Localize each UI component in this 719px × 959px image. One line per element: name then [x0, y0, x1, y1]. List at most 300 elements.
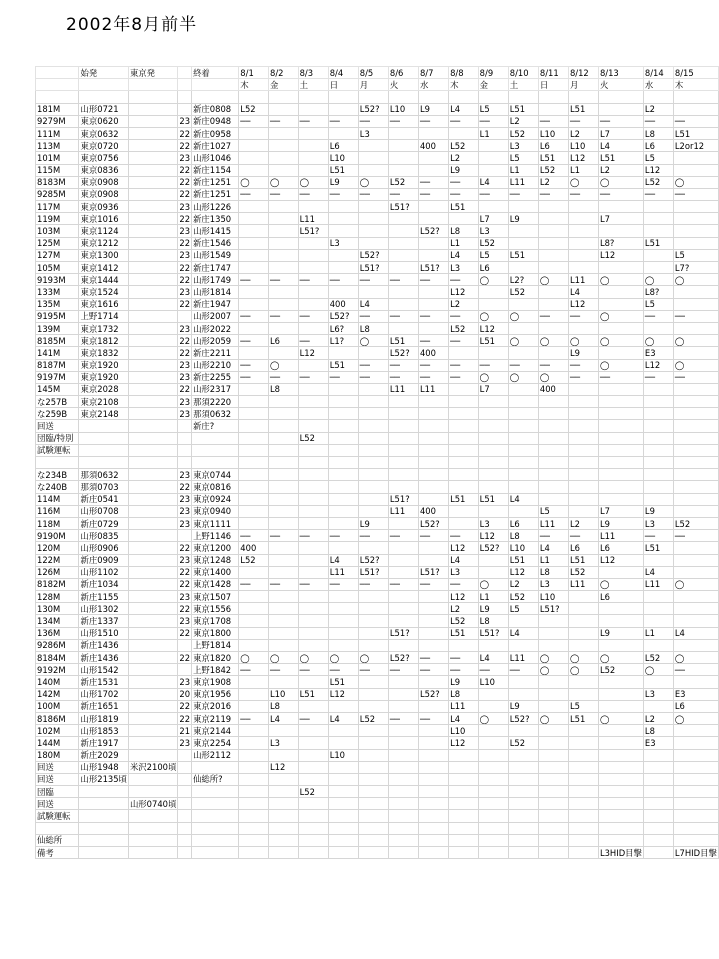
cell-tokyo-dep [128, 457, 177, 469]
cell-tokyo-dep [128, 176, 177, 188]
cell-day [328, 396, 358, 408]
cell-day: ── [298, 335, 328, 347]
cell-train: 103M [36, 225, 79, 237]
table-row [36, 164, 719, 176]
header-date: 8/9 [478, 67, 508, 79]
cell-day [598, 773, 643, 785]
cell-platform: 23 [179, 591, 191, 602]
cell-day: L51 [298, 688, 328, 700]
cell-day: ── [358, 664, 388, 676]
cell-day [568, 469, 598, 481]
header-label [178, 67, 192, 79]
table-row [36, 664, 719, 676]
cell-day [643, 810, 673, 822]
cell-day [388, 262, 418, 274]
cell-day: ◯ [328, 652, 358, 664]
cell-day: L5 [643, 298, 673, 310]
cell-day: ── [643, 310, 673, 322]
cell-day [239, 164, 269, 176]
cell-day: L52? [358, 554, 388, 566]
cell-destination: 東京0744 [192, 469, 239, 481]
cell-platform [178, 432, 192, 444]
table-row [36, 542, 719, 554]
cell-day [418, 737, 448, 749]
cell-day [298, 469, 328, 481]
cell-day: L7? [673, 262, 718, 274]
cell-day [643, 676, 673, 688]
cell-day: L52 [449, 140, 479, 152]
cell-tokyo-dep [128, 652, 177, 664]
header-weekday: 月 [568, 79, 598, 91]
cell-day [298, 359, 328, 371]
cell-day: L52 [449, 322, 479, 334]
cell-train: 団臨 [36, 786, 79, 798]
cell-day [568, 493, 598, 505]
cell-day: L12 [478, 322, 508, 334]
cell-day [508, 469, 538, 481]
cell-day [643, 201, 673, 213]
cell-day: ◯ [538, 652, 568, 664]
cell-day [418, 725, 448, 737]
cell-day: L12 [508, 566, 538, 578]
table-row [36, 286, 719, 298]
cell-day [673, 761, 718, 773]
cell-day [478, 91, 508, 103]
cell-day [643, 432, 673, 444]
cell-day: L52? [388, 347, 418, 359]
cell-day: L11 [388, 505, 418, 517]
cell-train: 9286M [36, 639, 79, 651]
cell-day [508, 834, 538, 846]
cell-origin: 山形1102 [79, 566, 128, 578]
cell-day: L9 [449, 676, 479, 688]
cell-day: ── [388, 359, 418, 371]
cell-day [239, 322, 269, 334]
cell-origin: 山形2135頃 [80, 774, 127, 785]
cell-day: L5 [568, 700, 598, 712]
cell-origin: 東京0620 [79, 115, 128, 127]
cell-day: ── [268, 664, 298, 676]
cell-day [239, 457, 269, 469]
cell-origin: 東京0936 [79, 201, 128, 213]
cell-day [598, 761, 643, 773]
cell-day: ◯ [673, 712, 718, 724]
cell-day [538, 773, 568, 785]
cell-day [268, 213, 298, 225]
cell-tokyo-dep [128, 847, 177, 859]
cell-tokyo-dep [128, 481, 177, 493]
table-row [36, 225, 719, 237]
cell-day: L52 [388, 176, 418, 188]
page-title: 2002年8月前半 [66, 15, 198, 35]
cell-day: L4 [598, 140, 643, 152]
cell-train: 140M [36, 676, 79, 688]
cell-platform [178, 420, 192, 432]
cell-destination [192, 457, 239, 469]
cell-platform: 22 [179, 603, 191, 614]
cell-day: L51? [418, 566, 448, 578]
cell-day [418, 201, 448, 213]
cell-day: L10 [388, 103, 418, 115]
cell-day [328, 469, 358, 481]
cell-day [268, 444, 298, 456]
cell-day [268, 420, 298, 432]
cell-train: 180M [36, 749, 79, 761]
cell-destination [192, 91, 239, 103]
cell-day [478, 444, 508, 456]
cell-day [673, 554, 718, 566]
cell-day [239, 140, 269, 152]
cell-day [328, 249, 358, 261]
cell-day [538, 469, 568, 481]
cell-day [239, 810, 269, 822]
cell-day: L51 [643, 542, 673, 554]
cell-tokyo-dep [128, 188, 177, 200]
cell-tokyo-dep [128, 164, 177, 176]
cell-day [268, 432, 298, 444]
cell-day: ── [268, 115, 298, 127]
cell-day: L52? [478, 542, 508, 554]
table-row [36, 481, 719, 493]
cell-origin [79, 847, 128, 859]
cell-day: L51? [478, 627, 508, 639]
cell-tokyo-dep [128, 396, 177, 408]
cell-day [418, 603, 448, 615]
cell-day: ── [643, 530, 673, 542]
cell-day [568, 639, 598, 651]
cell-day [328, 627, 358, 639]
cell-day [418, 591, 448, 603]
cell-destination: 東京0940 [192, 505, 239, 517]
table-row [36, 712, 719, 724]
cell-day [328, 761, 358, 773]
table-row [36, 700, 719, 712]
cell-day [418, 432, 448, 444]
cell-day: ◯ [598, 310, 643, 322]
cell-platform: 21 [179, 725, 191, 736]
cell-day: L5 [673, 249, 718, 261]
cell-tokyo-dep [128, 530, 177, 542]
cell-day [358, 773, 388, 785]
cell-day [508, 444, 538, 456]
cell-destination: 東京1248 [192, 554, 239, 566]
cell-day [388, 591, 418, 603]
cell-day [328, 822, 358, 834]
cell-day [568, 201, 598, 213]
cell-day [358, 847, 388, 859]
cell-day: L7 [478, 213, 508, 225]
cell-day: L52? [328, 310, 358, 322]
cell-tokyo-dep [128, 725, 177, 737]
cell-day [388, 737, 418, 749]
cell-day [478, 749, 508, 761]
cell-day [298, 201, 328, 213]
cell-day [239, 737, 269, 749]
cell-day [478, 688, 508, 700]
cell-day [298, 725, 328, 737]
cell-day [328, 481, 358, 493]
cell-day [478, 152, 508, 164]
cell-day [388, 566, 418, 578]
cell-train: 144M [36, 737, 79, 749]
cell-origin: 新庄1917 [79, 737, 128, 749]
cell-day: L3 [478, 225, 508, 237]
cell-day: ◯ [268, 652, 298, 664]
cell-destination: 山形2210 [192, 359, 239, 371]
table-row [36, 786, 719, 798]
cell-day: ◯ [478, 578, 508, 590]
header-blank [128, 79, 177, 91]
cell-origin [79, 786, 128, 798]
cell-destination: 山形2022 [192, 322, 239, 334]
cell-platform [178, 749, 192, 761]
cell-day [358, 140, 388, 152]
cell-train: 仙総所 [36, 834, 79, 846]
cell-day [298, 262, 328, 274]
cell-day [508, 847, 538, 859]
cell-day: L52 [239, 103, 269, 115]
cell-day [268, 786, 298, 798]
header-date: 8/7 [418, 67, 448, 79]
cell-day: L51 [388, 335, 418, 347]
cell-day [298, 591, 328, 603]
cell-day [239, 615, 269, 627]
cell-day: ◯ [568, 652, 598, 664]
cell-day [388, 676, 418, 688]
cell-train: な240B [36, 481, 79, 493]
cell-day [268, 322, 298, 334]
cell-day [673, 725, 718, 737]
cell-day: L51 [478, 335, 508, 347]
cell-tokyo-dep [128, 822, 177, 834]
cell-day [643, 639, 673, 651]
cell-day [538, 725, 568, 737]
cell-day: L2 [508, 578, 538, 590]
cell-day: L52 [643, 652, 673, 664]
cell-day: ── [449, 310, 479, 322]
cell-tokyo-dep [128, 688, 177, 700]
cell-day [298, 298, 328, 310]
cell-destination: 仙総所? [192, 773, 239, 785]
cell-day [673, 396, 718, 408]
cell-origin: 東京1444 [79, 274, 128, 286]
cell-day: L1 [449, 237, 479, 249]
cell-day: L8 [268, 700, 298, 712]
cell-train: 117M [36, 201, 79, 213]
cell-day: ◯ [239, 176, 269, 188]
cell-day: ── [358, 274, 388, 286]
cell-day: ── [358, 371, 388, 383]
cell-day: ── [388, 188, 418, 200]
cell-day: L3 [328, 237, 358, 249]
cell-day: L2 [449, 603, 479, 615]
cell-day [568, 761, 598, 773]
cell-platform: 23 [179, 518, 191, 529]
cell-day [598, 103, 643, 115]
cell-day: ── [239, 664, 269, 676]
cell-day [268, 615, 298, 627]
cell-tokyo-dep [128, 554, 177, 566]
cell-day: L5 [643, 152, 673, 164]
cell-day: L8? [598, 237, 643, 249]
cell-destination: 山形1226 [192, 201, 239, 213]
cell-day: ── [388, 115, 418, 127]
cell-day: L8 [538, 566, 568, 578]
cell-day [358, 639, 388, 651]
table-row [36, 798, 719, 810]
cell-day: L52 [598, 664, 643, 676]
cell-day [388, 761, 418, 773]
cell-day [268, 822, 298, 834]
cell-day [598, 493, 643, 505]
cell-day [388, 91, 418, 103]
cell-day: L2 [598, 164, 643, 176]
cell-origin: 山形1302 [79, 603, 128, 615]
cell-day [358, 201, 388, 213]
cell-destination: 東京0924 [192, 493, 239, 505]
header-date: 8/6 [388, 67, 418, 79]
cell-day [418, 91, 448, 103]
cell-day [538, 737, 568, 749]
cell-day: L9 [418, 103, 448, 115]
table-row [36, 262, 719, 274]
header-blank [178, 79, 192, 91]
cell-tokyo-dep [128, 322, 177, 334]
cell-day [538, 847, 568, 859]
cell-tokyo-dep [128, 834, 177, 846]
cell-platform: 22 [179, 274, 191, 285]
cell-day: L2? [508, 274, 538, 286]
cell-day: L52 [508, 127, 538, 139]
cell-day: L10 [508, 542, 538, 554]
cell-day [268, 591, 298, 603]
cell-day [478, 347, 508, 359]
header-weekday: 木 [449, 79, 479, 91]
table-row [36, 566, 719, 578]
cell-day [673, 201, 718, 213]
cell-day [568, 225, 598, 237]
cell-day [268, 201, 298, 213]
cell-day [449, 761, 479, 773]
cell-destination: 東京2016 [192, 700, 239, 712]
cell-day: ◯ [358, 652, 388, 664]
cell-origin: 東京1524 [79, 286, 128, 298]
cell-day [239, 761, 269, 773]
cell-day [268, 140, 298, 152]
cell-tokyo-dep [128, 262, 177, 274]
cell-day: L7 [598, 505, 643, 517]
cell-day: ── [418, 359, 448, 371]
cell-day [358, 91, 388, 103]
cell-day [643, 700, 673, 712]
cell-day: ◯ [568, 176, 598, 188]
cell-day: ── [478, 115, 508, 127]
cell-destination: 那須2220 [192, 396, 239, 408]
cell-day [643, 481, 673, 493]
cell-day [328, 420, 358, 432]
cell-tokyo-dep [128, 298, 177, 310]
cell-day [328, 262, 358, 274]
cell-day [388, 457, 418, 469]
cell-tokyo-dep [128, 347, 177, 359]
cell-day [358, 225, 388, 237]
cell-day [388, 164, 418, 176]
cell-day: ── [388, 712, 418, 724]
cell-day [358, 444, 388, 456]
cell-day: L51? [358, 262, 388, 274]
cell-day: L8 [478, 615, 508, 627]
cell-day: L52 [298, 432, 328, 444]
cell-day [358, 786, 388, 798]
cell-day [673, 834, 718, 846]
cell-day: ── [418, 274, 448, 286]
cell-day [328, 347, 358, 359]
cell-day [673, 298, 718, 310]
cell-day: L10 [268, 688, 298, 700]
cell-day: L12 [449, 286, 479, 298]
cell-day: ── [598, 115, 643, 127]
cell-origin: 山形0835 [79, 530, 128, 542]
cell-day [449, 639, 479, 651]
cell-day [418, 822, 448, 834]
cell-day [568, 615, 598, 627]
cell-day [673, 420, 718, 432]
cell-day [508, 761, 538, 773]
header-date: 8/2 [268, 67, 298, 79]
cell-day [568, 725, 598, 737]
cell-day: L2 [538, 176, 568, 188]
header-label: 東京発 [128, 67, 177, 79]
cell-day [568, 91, 598, 103]
cell-day [568, 505, 598, 517]
cell-day: ── [418, 335, 448, 347]
cell-train: 8184M [36, 652, 79, 664]
cell-day [598, 322, 643, 334]
cell-day [298, 603, 328, 615]
cell-day: L52? [418, 225, 448, 237]
cell-destination [192, 847, 239, 859]
cell-day: L4 [449, 712, 479, 724]
cell-day [538, 286, 568, 298]
cell-destination: 東京1200 [192, 542, 239, 554]
cell-day: ── [508, 664, 538, 676]
cell-day [538, 225, 568, 237]
cell-day [418, 481, 448, 493]
cell-day: ── [418, 652, 448, 664]
cell-day [358, 627, 388, 639]
cell-day [298, 810, 328, 822]
cell-day [328, 225, 358, 237]
table-row [36, 627, 719, 639]
cell-day: L51 [508, 554, 538, 566]
cell-day [673, 542, 718, 554]
cell-day [328, 737, 358, 749]
cell-destination: 新庄0808 [192, 103, 239, 115]
cell-day [388, 603, 418, 615]
table-row [36, 432, 719, 444]
header-weekday: 木 [673, 79, 718, 91]
cell-destination: 新庄1747 [192, 262, 239, 274]
cell-day [568, 408, 598, 420]
cell-day: ◯ [568, 664, 598, 676]
cell-day [358, 432, 388, 444]
table-row [36, 749, 719, 761]
cell-day [239, 639, 269, 651]
cell-day [643, 786, 673, 798]
cell-origin: 新庄0909 [79, 554, 128, 566]
cell-day [388, 517, 418, 529]
cell-day: L4 [508, 493, 538, 505]
